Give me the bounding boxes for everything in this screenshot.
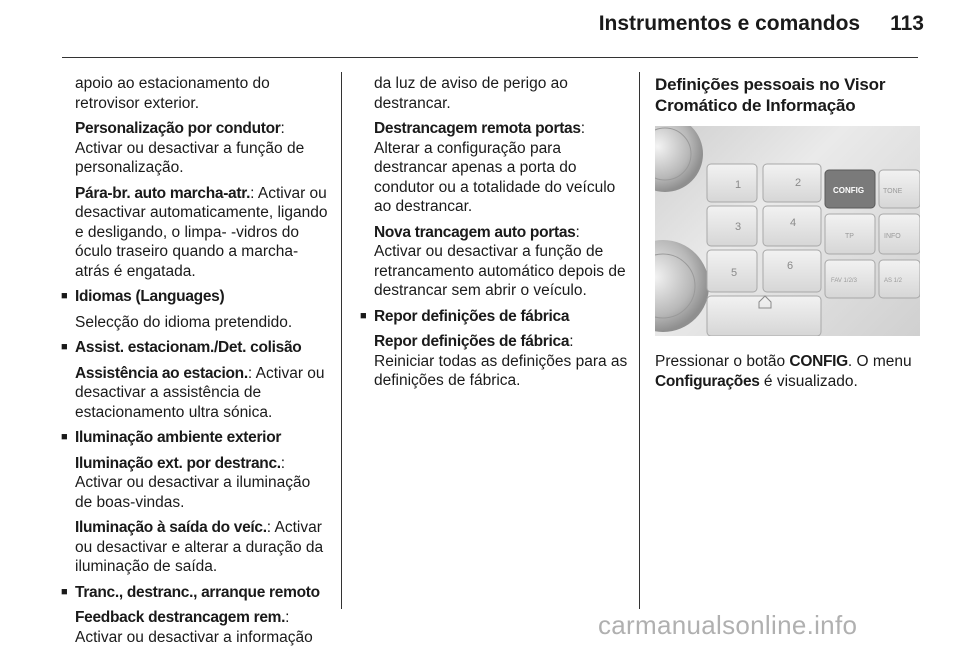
term: Pára-br. auto marcha-atr. (75, 184, 251, 202)
as-button-label: AS 1/2 (884, 278, 903, 284)
caption-paragraph (655, 352, 923, 391)
section-heading: Definições pessoais no Visor Cromático de Informação (655, 75, 886, 115)
bullet-icon: ■ (61, 290, 68, 302)
caption-settings-term: Configurações (655, 372, 760, 390)
page-title: Instrumentos e comandos (598, 12, 861, 35)
header-rule (62, 57, 918, 58)
column-divider-2 (639, 72, 640, 609)
volume-knob (655, 126, 703, 192)
caption-text: Pressionar o botão (655, 353, 790, 370)
definition: : Activar ou desactivar a assistência de estacionamento ultra sónica. (75, 364, 325, 421)
paragraph (75, 364, 331, 423)
definition: : Activar ou desactivar automaticamente, ligando e desligando, o limpa- -vidros do óculo traseiro quando a marcha-atrás é engatada. (75, 184, 328, 280)
control-panel-photo (655, 126, 920, 336)
page-header (599, 12, 924, 36)
preset-key-6: 6 (787, 260, 794, 272)
tone-button-label: TONE (883, 188, 903, 195)
term: Feedback destrancagem rem. (75, 609, 286, 626)
definition: : Activar ou desactivar e alterar a duração da iluminação de saída. (75, 519, 324, 575)
term: Iluminação ext. por destranc. (75, 454, 281, 472)
paragraph: Selecção do idioma pretendido. (75, 313, 293, 331)
info-button-label: INFO (884, 233, 901, 240)
definition: : Activar ou desactivar a informação (75, 609, 313, 646)
definition: : Activar ou desactivar a função de retrancamento automático depois de destrancar sem abrir o veículo. (374, 223, 626, 299)
preset-key-5: 5 (731, 267, 738, 279)
watermark: carmanualsonline.info (598, 610, 858, 640)
preset-key-3: 3 (735, 221, 742, 233)
bullet-item (61, 428, 331, 448)
photo-caption (655, 352, 923, 397)
caption-config-term: CONFIG (789, 353, 848, 370)
bullet-text: Iluminação ambiente exterior (75, 429, 282, 446)
preset-key-4: 4 (790, 217, 797, 229)
config-button-label: CONFIG (833, 186, 865, 195)
definition: : Activar ou desactivar a iluminação de boas-vindas. (75, 454, 311, 511)
fav-button-label: FAV 1/2/3 (831, 278, 857, 284)
caption-text: é visualizado. (759, 372, 858, 390)
paragraph (75, 119, 331, 178)
paragraph (75, 518, 331, 577)
control-panel-illustration (655, 126, 920, 336)
paragraph (374, 332, 630, 391)
definition: : Reiniciar todas as definições para as definições de fábrica. (374, 333, 628, 389)
bullet-text: Repor definições de fábrica (374, 307, 570, 325)
paragraph: apoio ao estacionamento do retrovisor exterior. (75, 75, 270, 112)
bullet-icon: ■ (360, 309, 367, 322)
term: Iluminação à saída do veíc. (75, 519, 267, 536)
page-number: 113 (890, 12, 924, 35)
caption-text: . O menu (847, 353, 912, 370)
column-divider-1 (341, 72, 342, 609)
paragraph (75, 454, 331, 513)
column-2 (360, 74, 630, 397)
preset-key-1: 1 (735, 179, 742, 191)
bullet-icon: ■ (61, 431, 68, 443)
paragraph: da luz de aviso de perigo ao destrancar. (374, 75, 568, 112)
preset-key-2: 2 (795, 177, 802, 189)
paragraph (374, 223, 630, 301)
bullet-icon: ■ (61, 585, 68, 598)
paragraph (75, 184, 331, 282)
term: Destrancagem remota portas (374, 120, 581, 137)
term: Nova trancagem auto portas (374, 223, 576, 241)
bullet-item (61, 338, 331, 358)
column-1 (61, 74, 331, 653)
term: Assistência ao estacion. (75, 364, 248, 382)
definition: : Alterar a configuração para destrancar apenas a porta do condutor ou a totalidade do veículo ao destrancar. (374, 120, 616, 215)
term: Repor definições de fábrica (374, 333, 570, 350)
paragraph (75, 608, 331, 647)
bullet-icon: ■ (61, 341, 68, 353)
term: Personalização por condutor (75, 120, 281, 137)
definition: : Activar ou desactivar a função de personalização. (75, 120, 305, 176)
bullet-item (61, 287, 331, 307)
tp-button-label: TP (845, 233, 854, 240)
paragraph (374, 119, 630, 217)
column-3 (655, 74, 923, 124)
bullet-text: Tranc., destranc., arranque remoto (75, 583, 320, 601)
bullet-text: Idiomas (Languages) (75, 288, 225, 305)
bullet-item (61, 583, 331, 603)
bullet-item (360, 307, 630, 327)
bullet-text: Assist. estacionam./Det. colisão (75, 339, 302, 356)
